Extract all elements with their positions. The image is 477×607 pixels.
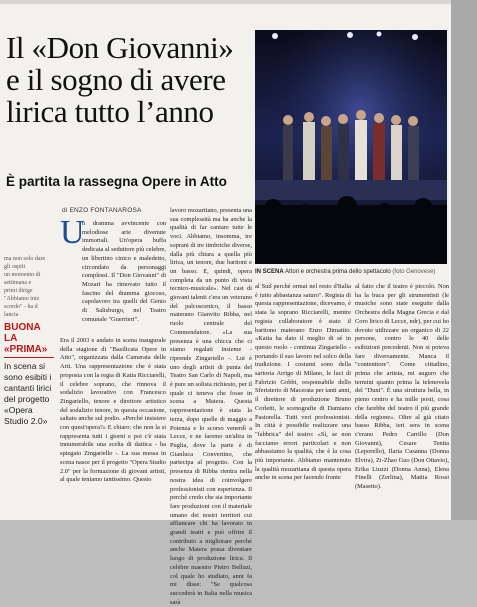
article-column-1-continued: Era il 2003 e andato in scena inaugurale della stagione di "Basilicata Opere in Atto", organizzata dalla Camerata delle Arti. Una rappresentazione che è stata proposta con la regia di Katia Ricciarelli, il celebre soprano, che rinnova il sodalizio lavorativo con Francesco Zingariello, tenore e direttore artistico del sodalizio tenore, in questa occasione, saltato anche sul podio. «Perché insistere con quest'opera?» E chiaro: che non la si rappresenta tutti i giorni e poi c'è stata innumerabile una scelta di dattica - ha spiegato Zingariello -. La sua messa in scena nasce per il progetto "Opera Studio 2.0" per la formazione di giovani artisti, al quale teniamo tantissimo. Questo — [60, 337, 166, 484]
orchestra-silhouettes — [255, 196, 447, 264]
stage-scene-illustration — [255, 30, 447, 264]
pull-quote-title: BUONA LA «PRIMA» — [4, 322, 48, 355]
subheadline: È partita la rassegna Opere in Atto — [6, 174, 227, 189]
scan-margin — [451, 0, 477, 520]
article-column-1: n dramma avvincente con melodiose arie divenute immortali. Un'opera buffa dedicata al seduttore più celebre, un libertino cinico e maledetto, circondato da personaggi complessi. Il "Don Giovanni" di Mozart ha rimovato tutto il fascino del dramma giocoso, capolavoro tra quelli del Genio di Salisburgo, nel Teatro comunale "Guerrieri". — [82, 220, 166, 323]
caption-text: Attori e orchestra prima dello spettacolo — [285, 269, 391, 275]
pull-quote — [4, 322, 54, 427]
pull-quote-body: In scena si sono esibiti i cantanti lirici del progetto «Opera Studio 2.0» — [4, 361, 52, 426]
drop-cap: U — [60, 214, 85, 251]
page-top-rule — [0, 0, 451, 4]
clipped-adjacent-article: ma non solo dare gli ospiti un momento di settimana e primi dirige "Abbiamo iniz scordo" - ha d lancia — [4, 256, 46, 318]
stage-photo — [255, 30, 447, 264]
article-column-3: al Sud perché ormai nel resto d'Italia è tutto abbastanza saturo". Regista di questa rappresentazione, dicevamo, è stata la soprano Ricciarelli, mentre regista collaboratore è stato il baritono materano Enzo Dimattio. «Katia ha dato il meglio di sé in questo ruolo - continua Zingariello - portando il suo lavoro nel solco della tradizione. I costumi sono della sartoria Arrigo di Milano, le luci di Fabrizio Gobbi, responsabile dello Sferisterio di Macerata per tanti anni, il direttore di produzione Bruno Corletti, le scenografie di Damiano Pastorella. Tutti veri professionisti. In città è possibile realizzare una "fabbrica" del teatro: «Sì, se non facciamo errori particolari e non abbassiamo la qualità, che è la cosa più importante. Abbiamo mantenuto la qualità mozartiana di questa opera anche in scena per facendo fronte — [255, 283, 351, 482]
photo-caption — [255, 268, 449, 276]
byline: di ENZO FONTANAROSA — [62, 207, 142, 214]
pull-quote-rule — [4, 357, 54, 358]
caption-label: IN SCENA — [255, 269, 284, 275]
photo-credit: (foto Genovese) — [392, 269, 436, 275]
headline: Il «Don Giovanni» e il sogno di avere lirica tutto l’anno — [6, 30, 234, 129]
article-column-2: lavoro mozartiano, presenta una sua complessità ma ha anche la qualità di far cantare tutte le voci. Abbiamo, insomma, tre soprani di tre timbriche diverse, dalla più chiara a quella più lirica, un tenore, due baritoni e un basso. E, quindi, opera completa da un punto di vista tecnico-musicale». Nel cast di giovani talenti c'era un veterano del palcoscenico, il basso materano Gianvito Ribba, nel ruolo centrale del Commendatore. «La sua presenza è una chicca che ci siamo regalati insieme - riprende Zingariello -. Lui è uno degli artisti di punta del Teatro San Carlo di Napoli, ma è pure un solista richiesto, per il quale ci teneva che fosse in scena a Matera. Questa rappresentazione è stata la terza, dopo quelle di maggio a Potenza e lo scorso venerdì a Lecce, e ne faremo un'altra in Puglia, dove la parte è di Gianluca Convertino, che partecipa al progetto. Con la presenza di Ribba rientra nella nostra idea di coinvolgere professionisti con esperienza. Il perché credo che sia importante fare produzioni con il materiale umano dei nostri territori cui affiancare chi ha lavorato in grandi teatri e può offrire il contributo a migliorare perché anche Matera possa diventare luogo di produzione lirica. Il celebre maestro Pietro Belluzi, col quale ho studiato, anni fa mi disse: "Se qualcosa succederà in Italia nella musica sarà — [170, 207, 252, 606]
article-column-4: al fatto che il teatro è piccolo. Non ha la buca per gli strumentisti (le musiche sono state eseguite dalla Orchestra della Magna Grecia e dal Coro lirico di Lecce, ndr), per cui ho dovuto utilizzare un organico di 22 persone, contro le 40 delle esibizioni precedenti. Non si poteva fare diversamente. Manca il "contenitore". Come cittadino, prima che artista, mi auguro che termini quanto prima la telenovela del "Duni". È una struttura bella, in pieno centro e ha mille posti, cosa che farebbe del teatro il più grande della regione». Oltre al già citato basso Ribba, ieri sera in scena c'erano Pedro Carrillo (Don Giovanni), Cesare Tenita (Leporello), Ilaria Cusanna (Donna Elvira), Zi-Zhao Guo (Don Ottavio), Erika Liuzzi (Donna Anna), Elena Finelli (Zerlina), Mattia Rossi (Masetto). — [355, 283, 449, 491]
